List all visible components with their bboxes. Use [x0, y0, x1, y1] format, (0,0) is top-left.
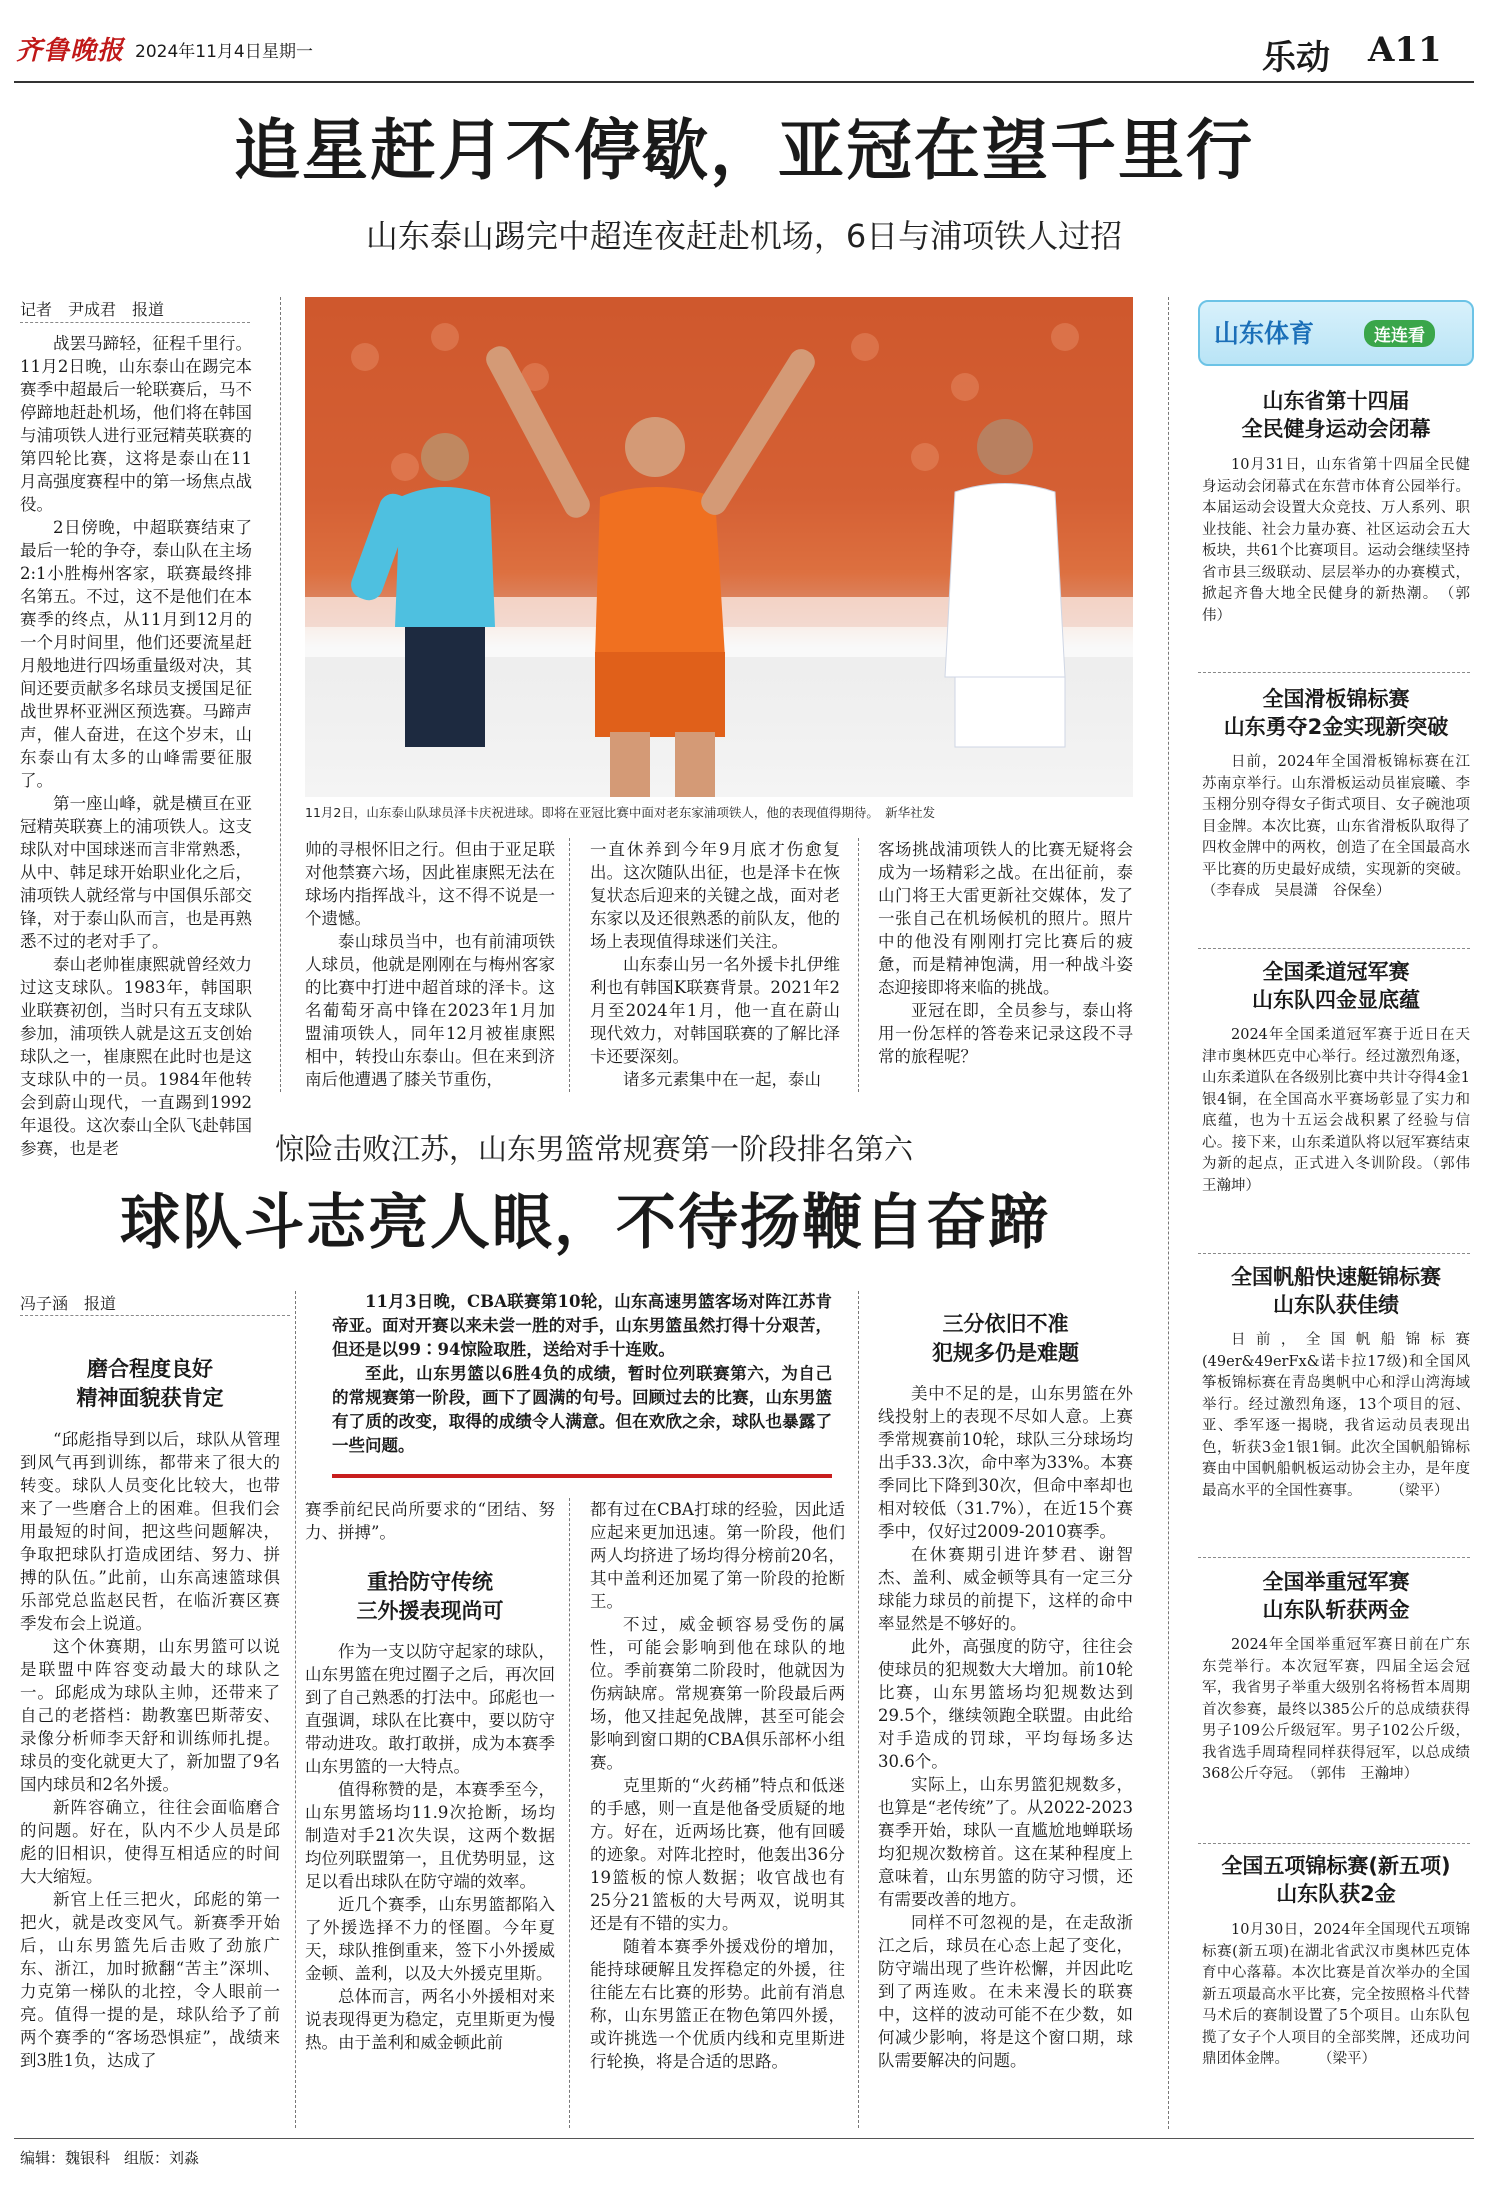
sidebar-item-3-head — [1202, 958, 1470, 1014]
masthead-logo: 齐鲁晚报 — [16, 36, 125, 66]
story1-column-1 — [20, 332, 252, 1158]
column-divider — [858, 838, 859, 1092]
lead-red-rule — [332, 1474, 832, 1478]
paragraph: 都有过在CBA打球的经验，因此适应起来更加迅速。第一阶段，他们两人均挤进了场均得分榜前20名，其中盖利还加冕了第一阶段的抢断王。 — [590, 1500, 845, 1611]
sidebar-rule — [1198, 948, 1470, 949]
paragraph: 克里斯的“火药桶”特点和低迷的手感，则一直是他备受质疑的地方。好在，近两场比赛，他有回暖的迹象。对阵北控时，他轰出36分19篮板的惊人数据；收官战也有25分21篮板的大号两双，说明其还是有不错的实力。 — [590, 1776, 845, 1933]
story2-headline: 球队斗志亮人眼，不待扬鞭自奋蹄 — [120, 1188, 1050, 1258]
paragraph: 新阵容确立，往往会面临磨合的问题。好在，队内不少人员是邱彪的旧相识，使得互相适应的时间大大缩短。 — [20, 1798, 280, 1886]
paragraph: 赛季前纪民尚所要求的“团结、努力、拼搏”。 — [305, 1500, 555, 1542]
sidebar-item-6-head — [1202, 1852, 1470, 1908]
subhead-line: 犯规多仍是难题 — [932, 1341, 1079, 1365]
paragraph: 第一座山峰，就是横亘在亚冠精英联赛上的浦项铁人。这支球队对中国球迷而言非常熟悉，从中、韩足球开始职业化之后，浦项铁人就经常与中国俱乐部交锋，对于泰山队而言，也是再熟悉不过的老对手了。 — [20, 794, 252, 951]
story2-column-2 — [305, 1640, 555, 2128]
column-divider — [280, 297, 281, 1092]
story2-kicker: 惊险击败江苏，山东男篮常规赛第一阶段排名第六 — [274, 1132, 913, 1166]
photo-illustration — [305, 297, 1133, 797]
paragraph: 帅的寻根怀旧之行。但由于亚足联对他禁赛六场，因此崔康熙无法在球场内指挥战斗，这不得不说是一个遗憾。 — [305, 840, 555, 928]
sidebar-rule — [1198, 672, 1470, 673]
masthead-date: 2024年11月4日 — [135, 42, 262, 62]
sidebar-item-2-body — [1202, 752, 1470, 947]
subhead-line: 磨合程度良好 — [87, 1357, 213, 1381]
paragraph: 实际上，山东男篮犯规数多，也算是“老传统”了。从2022-2023赛季开始，球队一直尴尬地蝉联场均犯规次数榜首。这在某种程度上意味着，山东男篮的防守习惯，还有需要改善的地方。 — [878, 1775, 1133, 1909]
match-photo — [305, 297, 1133, 797]
section-name: 乐动 — [1262, 38, 1330, 78]
paragraph: 值得称赞的是，本赛季至今，山东男篮场均11.9次抢断，场均制造对手21次失误，这两个数据均位列联盟第一，且优势明显，这足以看出球队在防守端的效率。 — [305, 1780, 555, 1891]
byline-rule — [20, 322, 250, 323]
story2-subhead-2 — [305, 1568, 555, 1626]
paragraph: 日前，全国帆船锦标赛(49er&49erFx&诺卡拉17级)和全国风筝板锦标赛在青岛奥帆中心和浮山湾海域举行。经过激烈角逐，13个项目的冠、亚、季军逐一揭晓，我省运动员表现出色，斩获3金1银1铜。此次全国帆船锦标赛由中国帆船帆板运动协会主办，是年度最高水平的全国性赛事。 （梁平） — [1202, 1332, 1470, 1499]
paragraph: 11月3日晚，CBA联赛第10轮，山东高速男篮客场对阵江苏肯帝亚。面对开赛以来未尝一胜的对手，山东男篮虽然打得十分艰苦，但还是以99∶94惊险取胜，送给对手十连败。 — [332, 1292, 832, 1359]
sidebar-head-line: 全国举重冠军赛 — [1262, 1570, 1410, 1594]
paragraph: 此外，高强度的防守，往往会使球员的犯规数大大增加。前10轮比赛，山东男篮场均犯规数达到29.5个，继续领跑全联盟。由此给对手造成的罚球，平均每场多达30.6个。 — [878, 1637, 1133, 1771]
sidebar-head-line: 山东队斩获两金 — [1262, 1598, 1410, 1622]
paragraph: 2024年全国举重冠军赛日前在广东东莞举行。本次冠军赛，四届全运会冠军，我省男子举重大级别名将杨哲本周期首次参赛，最终以385公斤的总成绩获得男子109公斤级冠军。男子102公斤级，我省选手周琦程同样获得冠军，以总成绩368公斤夺冠。 （郭伟 王瀚坤） — [1202, 1637, 1470, 1782]
masthead-rule — [14, 81, 1474, 83]
sidebar-head-line: 山东队获佳绩 — [1273, 1293, 1399, 1317]
sidebar-head-line: 全国帆船快速艇锦标赛 — [1231, 1265, 1441, 1289]
story1-column-3 — [590, 838, 840, 1092]
column-divider — [295, 1291, 296, 2128]
subhead-line: 三外援表现尚可 — [356, 1599, 504, 1623]
story2-lead — [332, 1290, 832, 1465]
sidebar-head-line: 山东勇夺2金实现新突破 — [1223, 715, 1449, 739]
sidebar-item-3-body — [1202, 1025, 1485, 1247]
column-divider — [858, 1291, 859, 2128]
column-divider — [569, 1498, 570, 2128]
sidebar-head-line: 全国五项锦标赛(新五项) — [1221, 1854, 1451, 1878]
footer-layout: 组版：刘淼 — [124, 2149, 200, 2167]
paragraph: 10月30日，2024年全国现代五项锦标赛(新五项)在湖北省武汉市奥林匹克体育中心落幕。本次比赛是首次举办的全国新五项最高水平比赛，完全按照格斗代替马术后的赛制设置了5个项目。山东队包揽了女子个人项目的全部奖牌，还成功问鼎团体金牌。 （梁平） — [1202, 1922, 1470, 2067]
subhead-line: 重拾防守传统 — [367, 1570, 493, 1594]
column-divider — [569, 838, 570, 1092]
paragraph: 作为一支以防守起家的球队，山东男篮在兜过圈子之后，再次回到了自己熟悉的打法中。邱彪也一直强调，球队在比赛中，要以防守带动进攻。敢打敢拼，成为本赛季山东男篮的一大特点。 — [305, 1642, 555, 1776]
sidebar-item-1-body — [1202, 455, 1470, 665]
paragraph: 这个休赛期，山东男篮可以说是联盟中阵容变动最大的球队之一。邱彪成为球队主帅，还带来了自己的老搭档：勘教塞巴斯蒂安、录像分析师李天舒和训练师扎提。球员的变化就更大了，新加盟了9名国内球员和2名外援。 — [20, 1637, 280, 1794]
paragraph: 日前，2024年全国滑板锦标赛在江苏南京举行。山东滑板运动员崔宸曦、李玉栩分别夺得女子街式项目、女子碗池项目金牌。本次比赛，山东省滑板队取得了四枚金牌中的两枚，创造了在全国最高水平比赛的历史最好成绩，实现新的突破。（李春成 吴晨潇 谷保垒） — [1202, 754, 1470, 899]
sidebar-item-5-body — [1202, 1635, 1470, 1840]
subhead-line: 三分依旧不准 — [942, 1312, 1069, 1336]
paragraph: 同样不可忽视的是，在走敌浙江之后，球员在心态上起了变化，防守端出现了些许松懈，并因此吃到了两连败。在未来漫长的联赛中，这样的波动可能不在少数，如何减少影响，将是这个窗口期，球队需要解决的问题。 — [878, 1913, 1133, 2070]
paragraph: 新官上任三把火，邱彪的第一把火，就是改变风气。新赛季开始后，山东男篮先后击败了劲旅广东、浙江，加时掀翻“苦主”深圳、力克第一梯队的北控，令人眼前一亮。值得一提的是，球队给予了前两个赛季的“客场恐惧症”，战绩来到3胜1负，达成了 — [20, 1890, 280, 2070]
paragraph: 泰山老帅崔康熙就曾经效力过这支球队。1983年，韩国职业联赛初创，当时只有五支球队参加，浦项铁人就是这五支创始球队之一，崔康熙在此时也是这支球队中的一员。1984年他转会到蔚山现代，一直踢到1992年退役。这次泰山全队飞赴韩国参赛，也是老 — [20, 955, 252, 1158]
sidebar-head-line: 山东省第十四届 — [1262, 389, 1410, 413]
paragraph: 近几个赛季，山东男篮都陷入了外援选择不力的怪圈。今年夏天，球队推倒重来，签下小外援威金顿、盖利，以及大外援克里斯。 — [305, 1895, 555, 1983]
sidebar-item-6-body — [1202, 1920, 1470, 2125]
story2-column-2-top — [305, 1498, 555, 1548]
story2-subhead-1 — [20, 1355, 280, 1413]
story1-byline: 记者 尹成君 报道 — [20, 300, 165, 319]
paragraph: 山东泰山另一名外援卡扎伊维利也有韩国K联赛背景。2021年2月至2024年1月，他一直在蔚山现代效力，对韩国联赛的了解比泽卡还要深刻。 — [590, 955, 840, 1066]
photo-caption: 11月2日，山东泰山队球员泽卡庆祝进球。即将在亚冠比赛中面对老东家浦项铁人，他的表现值得期待。 新华社发 — [305, 805, 936, 820]
story2-byline: 冯子涵 报道 — [20, 1294, 117, 1313]
sidebar-title-tag: 连连看 — [1364, 320, 1435, 347]
footer-rule — [14, 2138, 1474, 2139]
story2-column-3 — [590, 1498, 845, 2128]
sidebar-head-line: 全国柔道冠军赛 — [1262, 960, 1410, 984]
sidebar-item-1-head — [1202, 387, 1470, 443]
paragraph: 泰山球员当中，也有前浦项铁人球员，他就是刚刚在与梅州客家的比赛中打进中超首球的泽卡。这名葡萄牙高中锋在2023年1月加盟浦项铁人，同年12月被崔康熙相中，转投山东泰山。但在来到济南后他遭遇了膝关节重伤， — [305, 932, 555, 1089]
masthead-weekday: 星期一 — [262, 42, 313, 62]
paragraph: 10月31日，山东省第十四届全民健身运动会闭幕式在东营市体育公园举行。本届运动会设置大众竞技、万人系列、职业技能、社会力量办赛、社区运动会五大板块，共61个比赛项目。运动会继续坚持省市县三级联动、层层举办的办赛模式，掀起齐鲁大地全民健身的新热潮。 （郭伟） — [1202, 457, 1470, 624]
story1-subhead: 山东泰山踢完中超连夜赶赴机场，6日与浦项铁人过招 — [365, 217, 1123, 255]
sidebar-head-line: 全民健身运动会闭幕 — [1241, 417, 1431, 441]
paragraph: 在休赛期引进许梦君、谢智杰、盖利、威金顿等具有一定三分球能力球员的前提下，这样的命中率显然是不够好的。 — [878, 1545, 1133, 1633]
sidebar-item-4-body — [1202, 1330, 1470, 1552]
paragraph: 一直休养到今年9月底才伤愈复出。这次随队出征，也是泽卡在恢复状态后迎来的关键之战，面对老东家以及还很熟悉的前队友，他的场上表现值得球迷们关注。 — [590, 840, 840, 951]
sidebar-rule — [1198, 1557, 1470, 1558]
byline-rule — [20, 1315, 290, 1316]
paragraph: 2024年全国柔道冠军赛于近日在天津市奥林匹克中心举行。经过激烈角逐，山东柔道队在各级别比赛中共计夺得4金1银4铜，在全国高水平赛场彰显了实力和底蕴，也为十五运会战积累了经验与信心。接下来，山东柔道队将以冠军赛结束为新的起点，正式进入冬训阶段。（郭伟 王瀚坤） — [1202, 1027, 1485, 1194]
paragraph: 客场挑战浦项铁人的比赛无疑将会成为一场精彩之战。在出征前，泰山门将王大雷更新社交媒体，发了一张自己在机场候机的照片。照片中的他没有刚刚打完比赛后的疲惫，而是精神饱满，用一种战斗姿态迎接即将来临的挑战。 — [878, 840, 1133, 997]
sidebar-item-5-head — [1202, 1568, 1470, 1624]
story2-subhead-3 — [878, 1310, 1133, 1368]
sidebar-item-2-head — [1202, 685, 1470, 741]
sidebar-head-line: 山东队获2金 — [1276, 1882, 1396, 1906]
paragraph: 亚冠在即，全员参与，泰山将用一份怎样的答卷来记录这段不寻常的旅程呢？ — [878, 1001, 1133, 1066]
subhead-line: 精神面貌获肯定 — [76, 1386, 224, 1410]
footer-editor: 编辑：魏银科 — [20, 2149, 111, 2167]
sidebar-title: 山东体育 — [1214, 319, 1315, 348]
paragraph: 2日傍晚，中超联赛结束了最后一轮的争夺，泰山队在主场2:1小胜梅州客家，联赛最终排名第五。不过，这不是他们在本赛季的终点，从11月到12月的一个月时间里，他们还要流星赶月般地进行四场重量级对决，其间还要贡献多名球员支援国足征战世界杯亚洲区预选赛。马蹄声声，催人奋进，在这个岁末，山东泰山有太多的山峰需要征服了。 — [20, 518, 252, 790]
paragraph: 至此，山东男篮以6胜4负的成绩，暂时位列联赛第六，为自己的常规赛第一阶段，画下了圆满的句号。回顾过去的比赛，山东男篮有了质的改变，取得的成绩令人满意。但在欢欣之余，球队也暴露了一些问题。 — [332, 1364, 832, 1455]
paragraph: “邱彪指导到以后，球队从管理到风气再到训练，都带来了很大的转变。球队人员变化比较大，也带来了一些磨合上的困难。但我们会用最短的时间，把这些问题解决，争取把球队打造成团结、努力、拼搏的队伍。”此前，山东高速篮球俱乐部党总监赵民哲，在临沂赛区赛季发布会上说道。 — [20, 1430, 280, 1633]
paragraph: 战罢马蹄轻，征程千里行。11月2日晚，山东泰山在踢完本赛季中超最后一轮联赛后，马不停蹄地赶赴机场，他们将在韩国与浦项铁人进行亚冠精英联赛的第四轮比赛，这将是泰山在11月高强度赛程中的第一场焦点战役。 — [20, 334, 252, 514]
sidebar-divider — [1168, 297, 1169, 2129]
paragraph: 美中不足的是，山东男篮在外线投射上的表现不尽如人意。上赛季常规赛前10轮，球队三分球场均出手33.3次，命中率为33%。本赛季同比下降到30次，但命中率却也相对较低（31.7%），在近15个赛季中，仅好过2009-2010赛季。 — [878, 1384, 1133, 1541]
sidebar-head-line: 山东队四金显底蕴 — [1252, 988, 1420, 1012]
story1-column-2 — [305, 838, 555, 1092]
story2-column-1 — [20, 1428, 280, 2128]
sidebar-title-box — [1198, 300, 1474, 366]
sidebar-head-line: 全国滑板锦标赛 — [1262, 687, 1410, 711]
paragraph: 不过，威金顿容易受伤的属性，可能会影响到他在球队的地位。季前赛第二阶段时，他就因为伤病缺席。常规赛第一阶段最后两场，他又挂起免战牌，甚至可能会影响到窗口期的CBA俱乐部杯小组赛。 — [590, 1615, 845, 1772]
story1-column-4 — [878, 838, 1133, 1092]
story2-column-4 — [878, 1382, 1133, 2128]
sidebar-rule — [1198, 1253, 1470, 1254]
paragraph: 总体而言，两名小外援相对来说表现得更为稳定，克里斯更为慢热。由于盖利和威金顿此前 — [305, 1987, 555, 2052]
story1-headline: 追星赶月不停歇，亚冠在望千里行 — [234, 111, 1254, 189]
paragraph: 诸多元素集中在一起，泰山 — [623, 1070, 821, 1089]
sidebar-item-4-head — [1202, 1263, 1470, 1319]
sidebar-rule — [1198, 1843, 1470, 1844]
paragraph: 随着本赛季外援戏份的增加，能持球硬解且发挥稳定的外援，往往能左右比赛的形势。此前有消息称，山东男篮正在物色第四外援，或许挑选一个优质内线和克里斯进行轮换，将是合适的思路。 — [590, 1937, 845, 2071]
page-number: A11 — [1368, 30, 1442, 70]
